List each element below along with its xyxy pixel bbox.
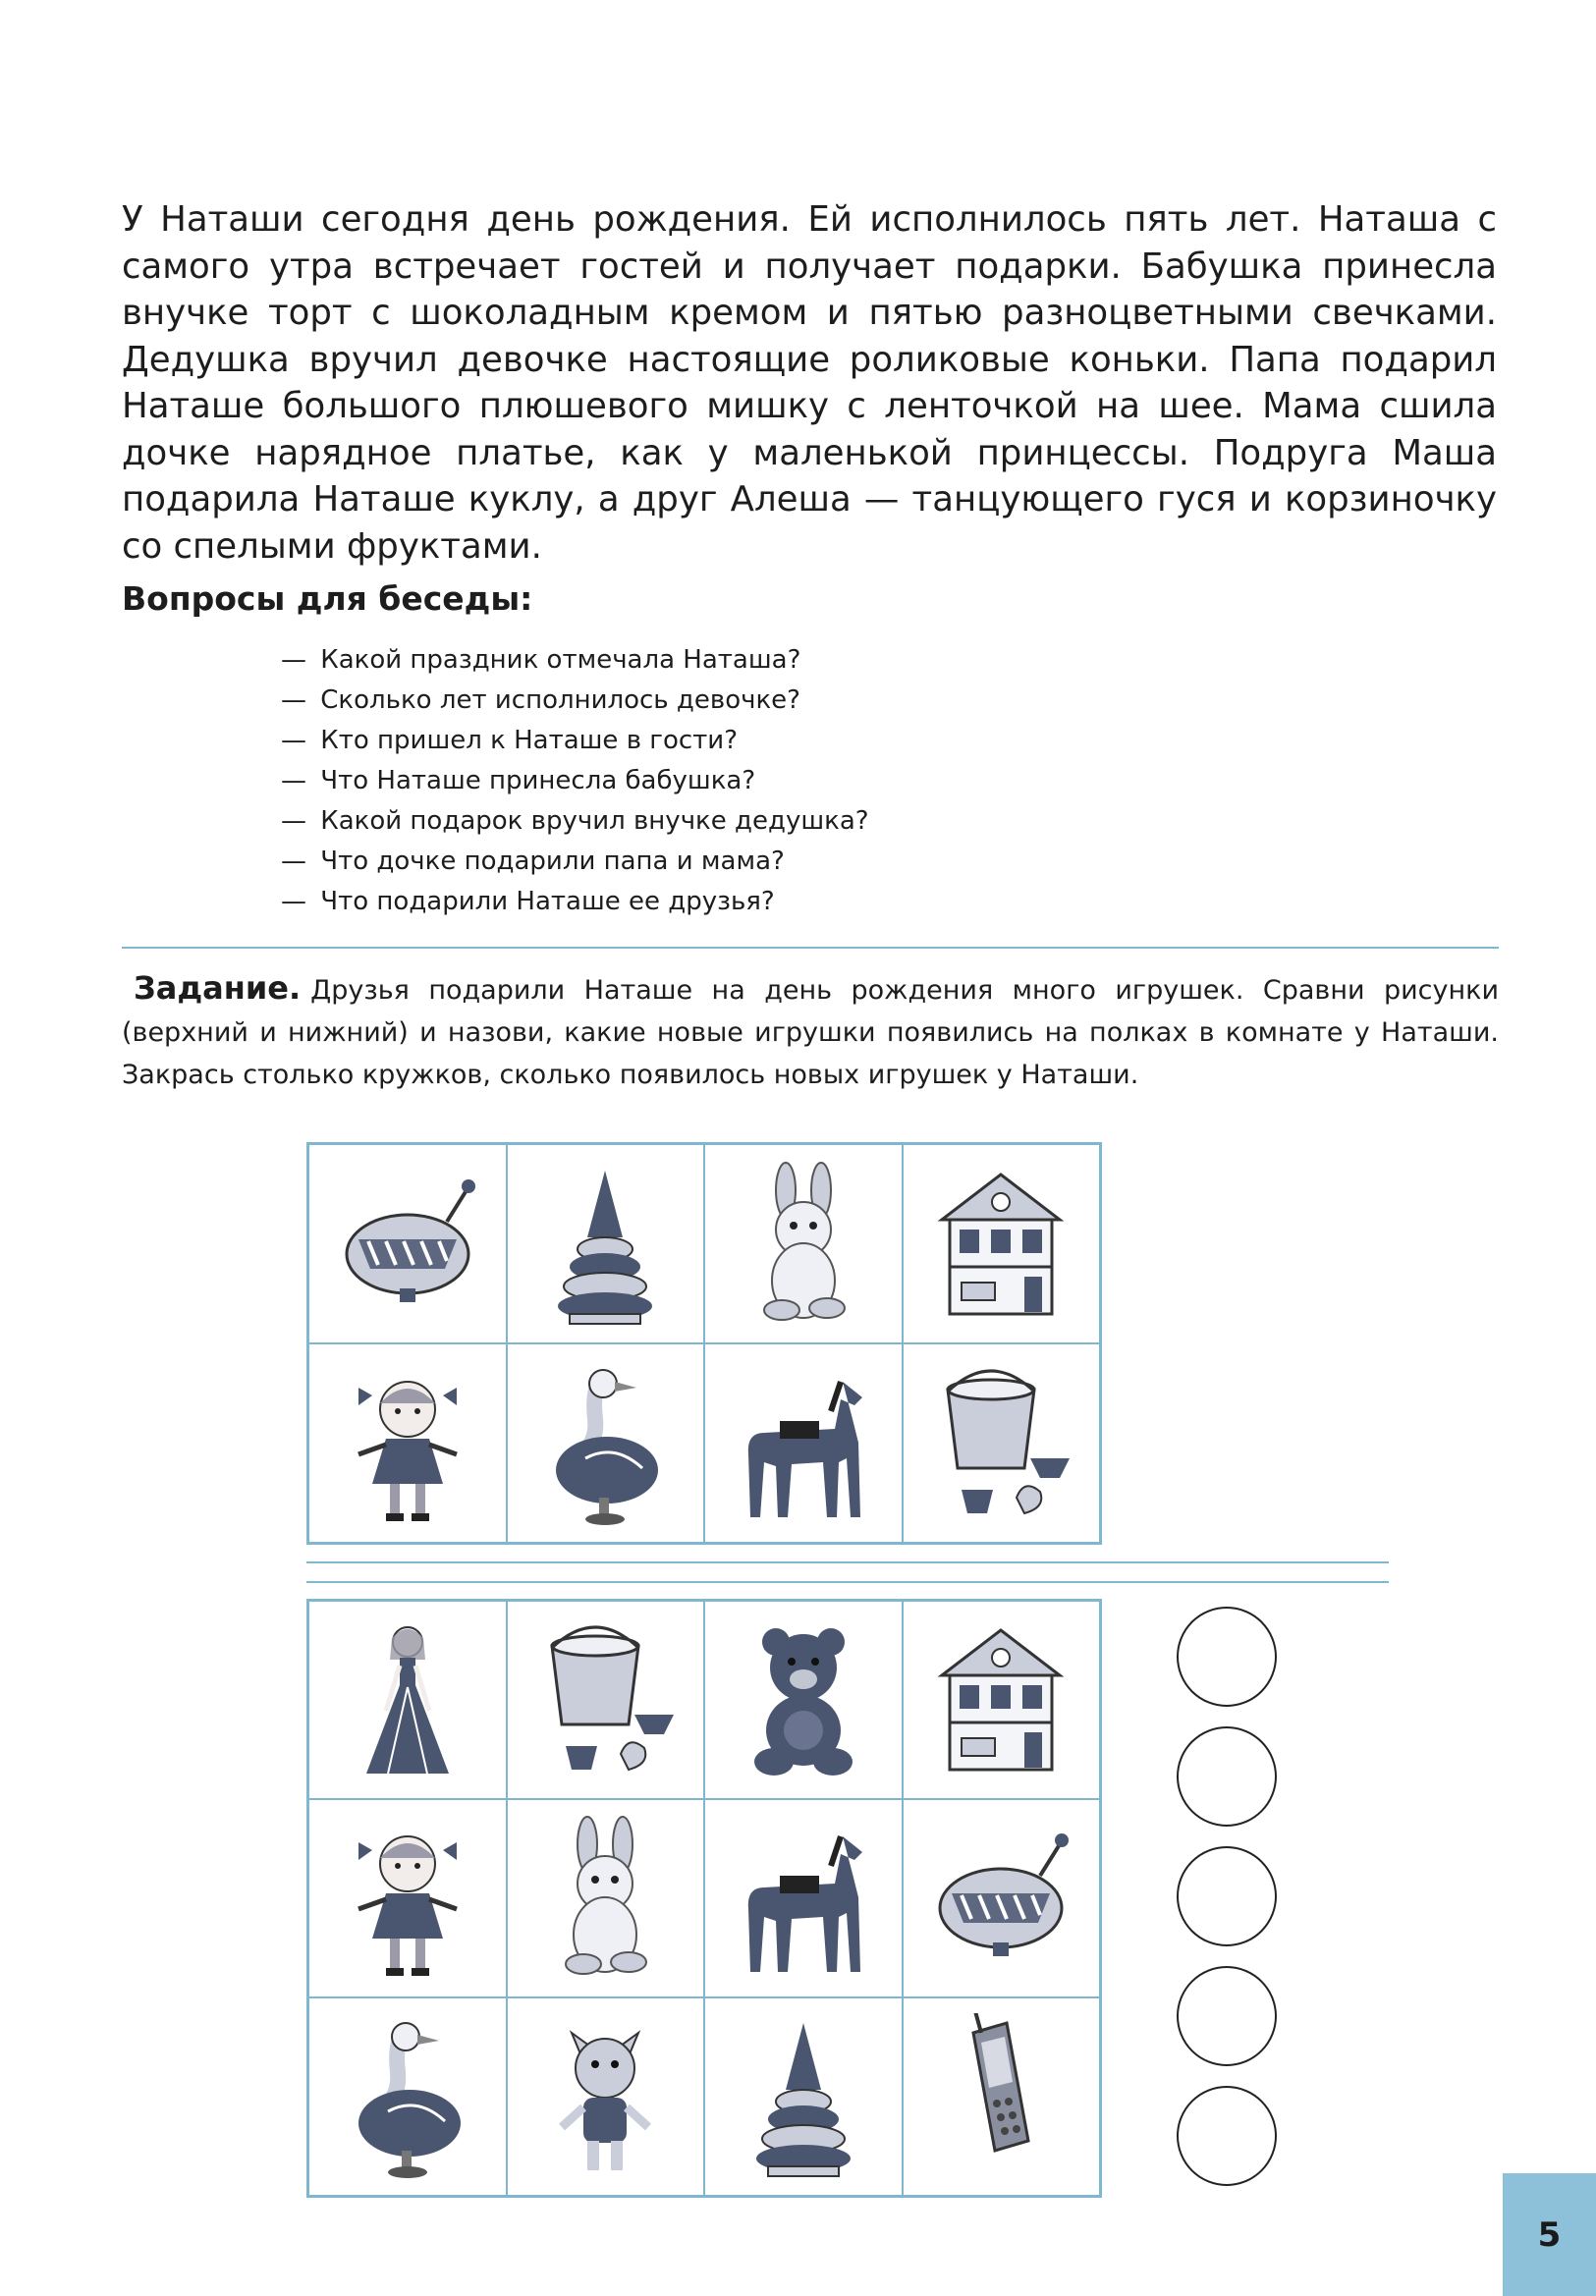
toy-cell bbox=[507, 1799, 705, 1997]
toy-cell bbox=[308, 1799, 507, 1997]
toy-cell bbox=[903, 1343, 1101, 1543]
answer-circle[interactable] bbox=[1177, 1726, 1277, 1827]
toy-cell bbox=[507, 1601, 705, 1799]
toy-cell bbox=[903, 1144, 1101, 1343]
toy-cell bbox=[308, 1601, 507, 1799]
task-text: Друзья подарили Наташе на день рождения много игрушек. Сравни рисунки (верхний и нижний) и назови, какие новые игрушки появились на полках в комнате у Наташи. Закрась столько кружков, сколько появилось новых игрушек у Наташи. bbox=[122, 975, 1499, 1090]
pyramid-icon bbox=[522, 1161, 688, 1328]
section-divider bbox=[122, 947, 1499, 949]
toy-cell bbox=[704, 1144, 903, 1343]
question-item: — Что дочке подарили папа и мама? bbox=[281, 842, 869, 882]
horse-icon bbox=[720, 1360, 887, 1527]
horse-icon bbox=[720, 1815, 887, 1982]
answer-circle[interactable] bbox=[1177, 1607, 1277, 1707]
toy-cell bbox=[308, 1997, 507, 2196]
toy-cell bbox=[704, 1997, 903, 2196]
toy-cell bbox=[903, 1799, 1101, 1997]
question-item: — Кто пришел к Наташе в гости? bbox=[281, 721, 869, 761]
bottom-toy-grid bbox=[306, 1599, 1102, 2198]
toy-cell bbox=[704, 1601, 903, 1799]
top-toy-grid bbox=[306, 1142, 1102, 1545]
answer-circles bbox=[1177, 1607, 1281, 2186]
spinning-top-icon bbox=[324, 1161, 491, 1328]
question-item: — Что Наташе принесла бабушка? bbox=[281, 761, 869, 801]
answer-circle[interactable] bbox=[1177, 1846, 1277, 1946]
bunny-icon bbox=[720, 1161, 887, 1328]
phone-icon bbox=[917, 2013, 1084, 2180]
grid-separator bbox=[306, 1561, 1389, 1583]
dollhouse-icon bbox=[917, 1161, 1084, 1328]
question-item: — Какой праздник отмечала Наташа? bbox=[281, 640, 869, 681]
pyramid-icon bbox=[720, 2013, 887, 2180]
bunny-icon bbox=[522, 1815, 688, 1982]
teddy-bear-icon bbox=[720, 1616, 887, 1783]
toy-cell bbox=[308, 1144, 507, 1343]
toy-cell bbox=[507, 1343, 705, 1543]
toy-cell bbox=[507, 1144, 705, 1343]
toy-cell bbox=[704, 1343, 903, 1543]
goose-icon bbox=[522, 1360, 688, 1527]
toy-cell bbox=[903, 1601, 1101, 1799]
task-paragraph bbox=[122, 967, 1499, 1096]
girl-doll-icon bbox=[324, 1815, 491, 1982]
story-text: У Наташи сегодня день рождения. Ей исполнилось пять лет. Наташа с самого утра встречает гостей и получает подарки. Бабушка принесла внучке торт с шоколадным кремом и пятью разноцветными свечками. Дедушка вручил девочке настоящие роликовые коньки. Папа подарил Наташе большого плюшевого мишку с ленточкой на шее. Мама сшила дочке нарядное платье, как у маленькой принцессы. Подруга Маша подарила Наташе куклу, а друг Алеша — танцующего гуся и корзиночку со спелыми фруктами. bbox=[122, 199, 1497, 567]
bucket-set-icon bbox=[522, 1616, 688, 1783]
dollhouse-icon bbox=[917, 1616, 1084, 1783]
bucket-set-icon bbox=[917, 1360, 1084, 1527]
questions-list bbox=[281, 640, 869, 922]
answer-circle[interactable] bbox=[1177, 1966, 1277, 2066]
page-number: 5 bbox=[1503, 2173, 1596, 2296]
cat-icon bbox=[522, 2013, 688, 2180]
toy-cell bbox=[308, 1343, 507, 1543]
question-item: — Какой подарок вручил внучке дедушка? bbox=[281, 801, 869, 842]
question-item: — Что подарили Наташе ее друзья? bbox=[281, 882, 869, 922]
toy-cell bbox=[507, 1997, 705, 2196]
goose-icon bbox=[324, 2013, 491, 2180]
answer-circle[interactable] bbox=[1177, 2086, 1277, 2186]
questions-title: Вопросы для беседы: bbox=[122, 579, 533, 618]
girl-doll-icon bbox=[324, 1360, 491, 1527]
spinning-top-icon bbox=[917, 1815, 1084, 1982]
question-item: — Сколько лет исполнилось девочке? bbox=[281, 681, 869, 721]
toy-cell bbox=[704, 1799, 903, 1997]
task-label: Задание. bbox=[134, 969, 302, 1007]
toy-cell bbox=[903, 1997, 1101, 2196]
princess-doll-icon bbox=[324, 1616, 491, 1783]
